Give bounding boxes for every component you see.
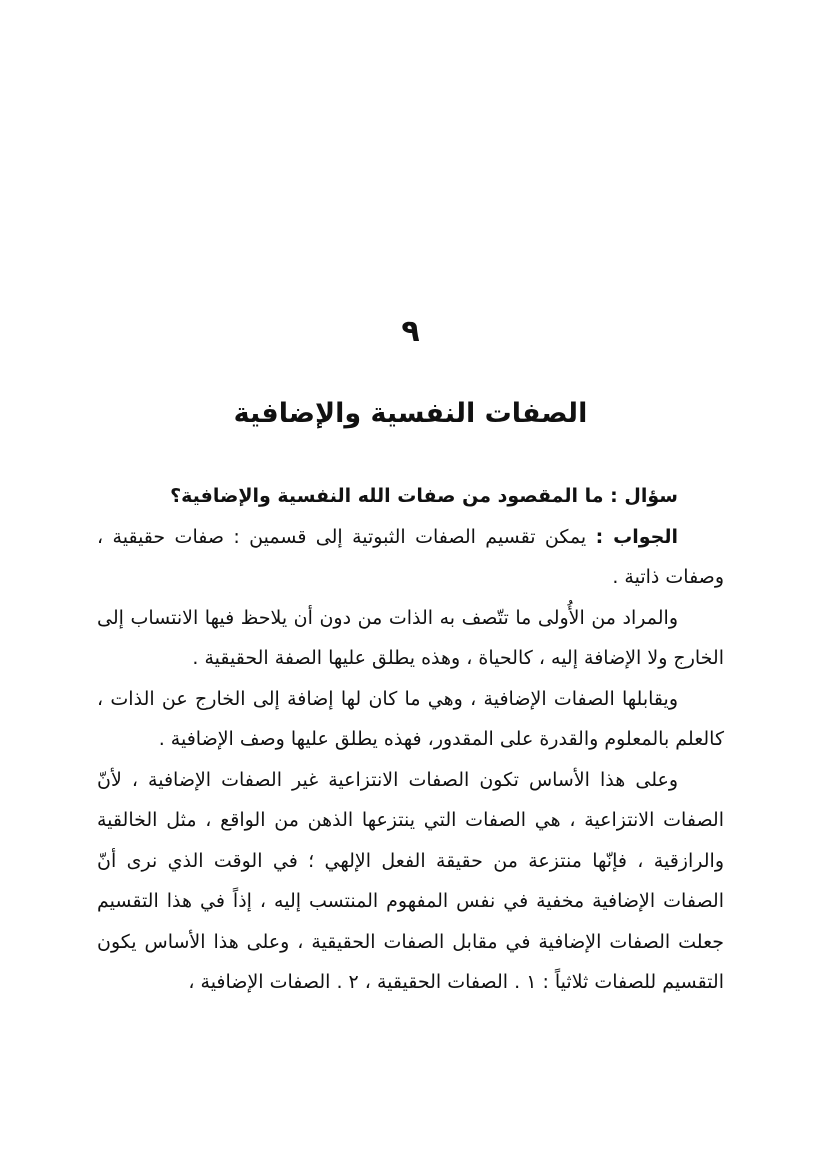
chapter-title: الصفات النفسية والإضافية xyxy=(233,398,588,429)
paragraph-2: ويقابلها الصفات الإضافية ، وهي ما كان لها إضافة إلى الخارج عن الذات ، كالعلم بالمعلوم والقدرة على المقدور، فهذه يطلق عليها وصف الإضافية . xyxy=(97,687,724,750)
answer-label: الجواب : xyxy=(595,525,678,548)
answer-text: يمكن تقسيم الصفات الثبوتية إلى قسمين : صفات حقيقية ، وصفات ذاتية . xyxy=(97,525,724,588)
body-text xyxy=(97,476,724,1003)
chapter-number: ٩ xyxy=(401,314,420,349)
paragraph-3: وعلى هذا الأساس تكون الصفات الانتزاعية غير الصفات الإضافية ، لأنّ الصفات الانتزاعية ، هي الصفات التي ينتزعها الذهن من الواقع ، مثل الخالقية والرازقية ، فإنّها منتزعة من حقيقة الفعل الإلهي ؛ في الوقت الذي نرى أنّ الصفات الإضافية مخفية في نفس المفهوم المنتسب إليه ، إذاً في هذا التقسيم جعلت الصفات الإضافية في مقابل الصفات الحقيقية ، وعلى هذا الأساس يكون التقسيم للصفات ثلاثياً : ١ . الصفات الحقيقية ، ٢ . الصفات الإضافية ، xyxy=(97,768,724,993)
question: سؤال : ما المقصود من صفات الله النفسية والإضافية؟ xyxy=(170,485,678,507)
answer xyxy=(97,517,724,598)
paragraph-1: والمراد من الأُولى ما تتّصف به الذات من دون أن يلاحظ فيها الانتساب إلى الخارج ولا الإضافة إليه ، كالحياة ، وهذه يطلق عليها الصفة الحقيقية . xyxy=(97,606,724,669)
